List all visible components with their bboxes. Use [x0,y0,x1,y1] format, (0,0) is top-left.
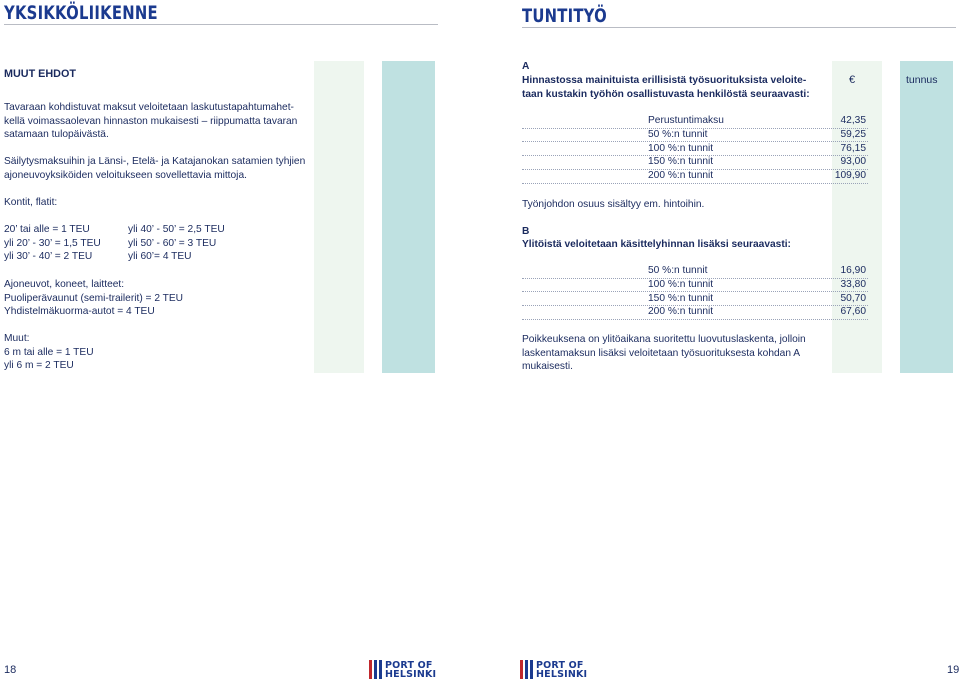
right-title-rule [522,27,956,28]
terms-paragraph-1 [4,101,297,142]
price-row-value: 76,15 [840,142,866,154]
heading-line: taan kustakin työhön osallistuvasta henkilöstä seuraavasti: [522,88,810,100]
muut-ehdot-heading: MUUT EHDOT [4,68,76,80]
text-line: ajoneuvoyksiköiden veloitukseen sovellettavia mittoja. [4,169,247,181]
section-a-heading [522,74,810,101]
text-line: Muut: [4,333,30,344]
text-line: Ajoneuvot, koneet, laitteet: [4,279,125,290]
price-row-value: 50,70 [840,292,866,304]
price-row [522,142,868,157]
price-row [522,305,868,320]
vehicles-block [4,278,183,319]
price-row [522,169,868,184]
logo-line-2: HELSINKI [385,668,437,680]
page-number-right: 19 [947,664,960,676]
code-column-header: tunnus [906,74,938,86]
price-row-value: 59,25 [840,128,866,140]
text-line: Tavaraan kohdistuvat maksut veloitetaan laskutustapahtumahet- [4,102,294,113]
containers-list-2 [128,223,225,264]
container-rule: yli 30’ - 40’ = 2 TEU [4,251,93,263]
price-row [522,128,868,143]
price-row [522,114,868,129]
euro-column-header: € [849,74,856,86]
price-row [522,292,868,307]
price-row-value: 67,60 [840,306,866,318]
price-row-value: 109,90 [834,170,866,182]
containers-list-1 [4,223,101,264]
text-line: Yhdistelmäkuorma-autot = 4 TEU [4,306,155,318]
left-column-teal-1 [382,61,435,373]
price-row-label: 100 %:n tunnit [648,278,714,290]
section-b-letter: B [522,226,530,237]
price-row-label: 50 %:n tunnit [648,265,708,276]
text-line: kellä voimassaolevan hinnaston mukaisesti – riippumatta tavaran [4,115,298,127]
price-row-value: 42,35 [840,115,866,126]
price-row [522,264,868,279]
container-rule: yli 50’ - 60’ = 3 TEU [128,237,217,249]
logo-mark-icon [520,660,533,679]
heading-line: Hinnastossa mainituista erillisistä työsuorituksista veloite- [522,75,807,86]
price-row-label: 50 %:n tunnit [648,128,708,140]
price-row-value: 16,90 [840,265,866,276]
left-column-green-1 [314,61,364,373]
text-line: 6 m tai alle = 1 TEU [4,346,94,358]
text-line: mukaisesti. [522,361,573,373]
price-row-label: 100 %:n tunnit [648,142,714,154]
right-column-green [832,61,882,373]
port-of-helsinki-logo-right [520,660,590,679]
left-title-rule [4,24,438,25]
right-page-title: TUNTITYÖ [522,5,607,27]
price-row-label: 200 %:n tunnit [648,170,714,182]
terms-paragraph-2 [4,155,305,182]
price-row-value: 93,00 [840,156,866,168]
section-a-letter: A [522,61,530,72]
price-row-label: Perustuntimaksu [648,115,724,126]
price-row [522,278,868,293]
container-rule: yli 40’ - 50’ = 2,5 TEU [128,224,225,235]
logo-mark-icon [369,660,382,679]
section-b-heading: Ylitöistä veloitetaan käsittelyhinnan lisäksi seuraavasti: [522,239,791,250]
logo-line-2: HELSINKI [536,668,588,680]
text-line: laskentamaksun lisäksi veloitetaan työsuorituksesta kohdan A [522,347,801,359]
price-row-label: 150 %:n tunnit [648,156,714,168]
port-of-helsinki-logo-left [369,660,439,679]
price-row-label: 200 %:n tunnit [648,306,714,318]
left-page-title: YKSIKKÖLIIKENNE [4,2,158,24]
page-number-left: 18 [4,664,17,676]
containers-label: Kontit, flatit: [4,197,58,208]
container-rule: yli 20’ - 30’ = 1,5 TEU [4,237,101,249]
price-row-value: 33,80 [840,278,866,290]
logo-line-1: PORT OF [385,659,433,671]
text-line: satamaan tulopäivästä. [4,129,109,141]
text-line: Poikkeuksena on ylitöaikana suoritettu luovutuslaskenta, jolloin [522,334,806,345]
container-rule: 20’ tai alle = 1 TEU [4,224,90,235]
text-line: Puoliperävaunut (semi-trailerit) = 2 TEU [4,292,184,304]
text-line: yli 6 m = 2 TEU [4,360,74,372]
logo-line-1: PORT OF [536,659,584,671]
text-line: Säilytysmaksuihin ja Länsi-, Etelä- ja Katajanokan satamien tyhjien [4,156,306,167]
price-row [522,155,868,170]
container-rule: yli 60’= 4 TEU [128,251,192,263]
other-block [4,332,94,373]
section-b-note [522,333,806,374]
right-column-teal [900,61,953,373]
price-row-label: 150 %:n tunnit [648,292,714,304]
section-a-note: Työnjohdon osuus sisältyy em. hintoihin. [522,199,705,210]
